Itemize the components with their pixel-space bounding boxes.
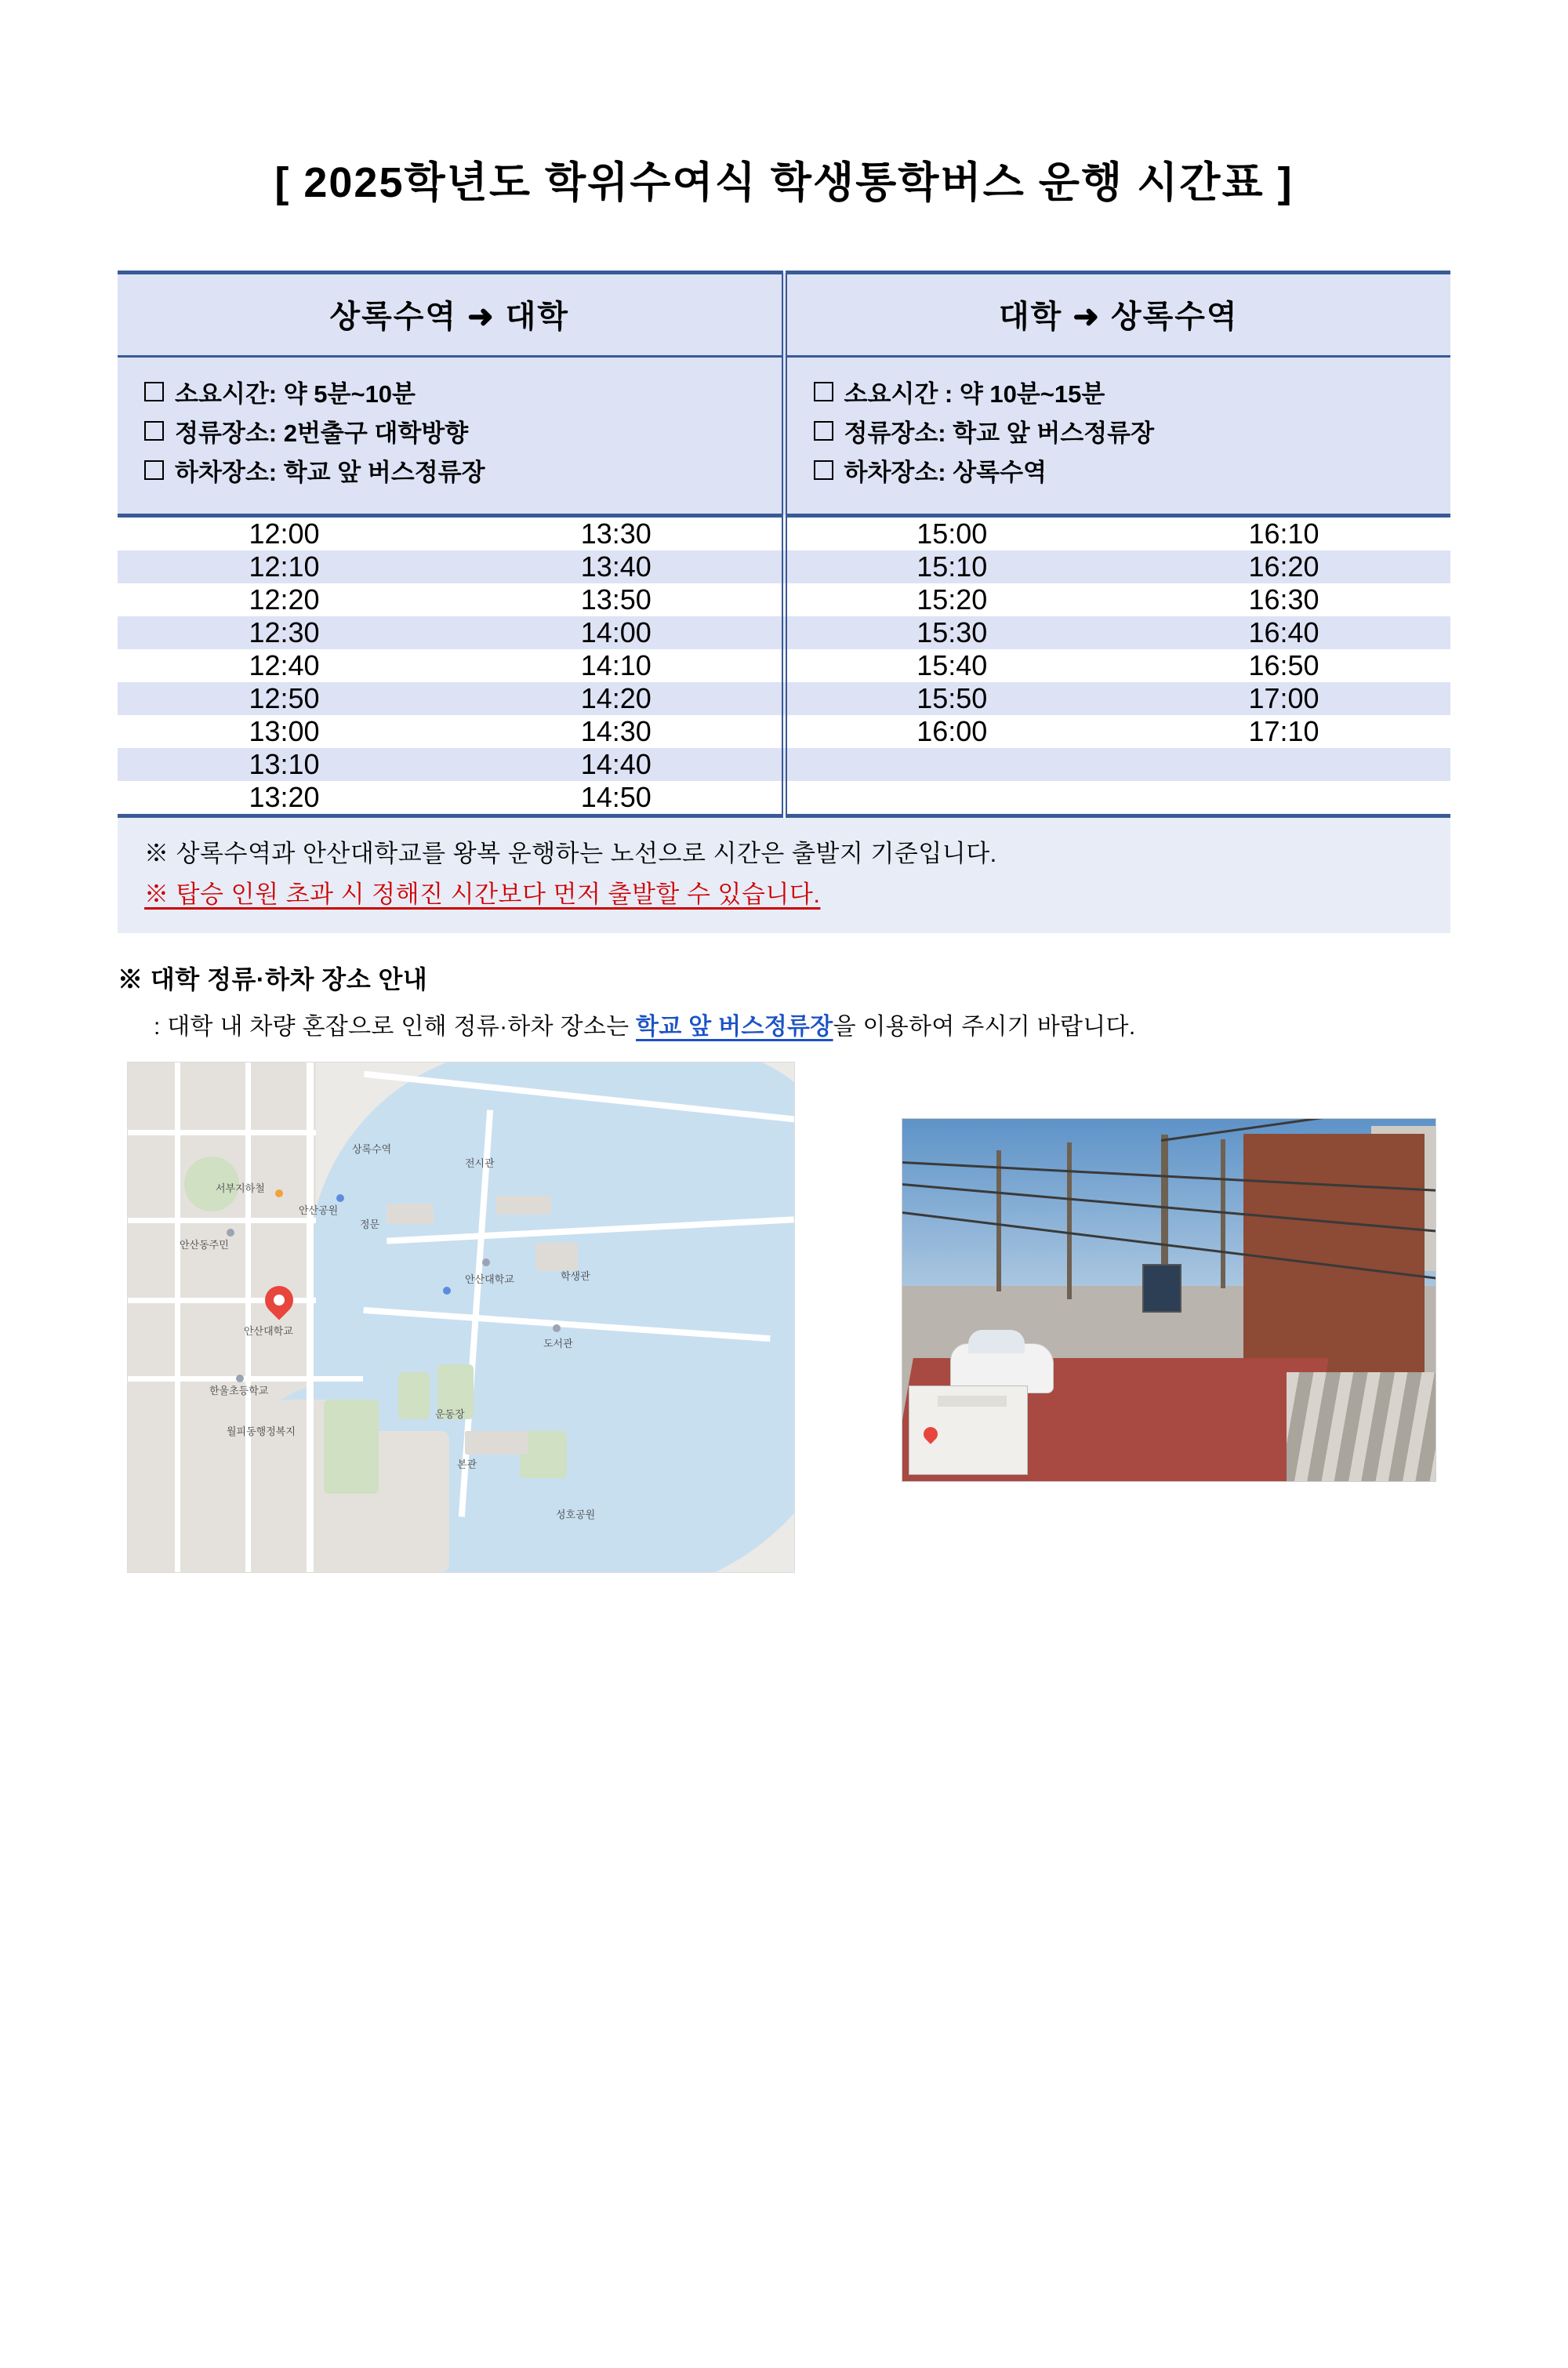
map-label: 성호공원 [556,1509,596,1521]
map-poi-dot [336,1194,344,1202]
map-green-area [324,1400,379,1494]
map-building [496,1196,551,1215]
time-cell: 16:30 [1117,583,1450,616]
table-row [118,781,1450,816]
map-poi-dot [443,1287,451,1295]
table-header-row [118,273,1450,357]
map-building [465,1431,528,1455]
time-cell: 13:30 [451,515,784,550]
table-info-row [118,357,1450,516]
time-cell: 12:40 [118,649,451,682]
map-label: 안산대학교 [244,1325,293,1338]
notes-block [118,818,1450,933]
time-cell: 12:10 [118,550,451,583]
inset-map-pin-icon [920,1424,940,1444]
info-inbound-text-2: 정류장소: 학교 앞 버스정류장 [844,419,1155,448]
info-outbound-text-1: 소요시간: 약 5분~10분 [175,380,416,408]
time-cell: 17:00 [1117,682,1450,715]
info-outbound [118,357,784,516]
map-poi-dot [553,1324,561,1332]
time-cell [784,748,1117,781]
map-label: 안산동주민 [180,1239,229,1251]
campus-map-image [127,1062,795,1573]
guide-block [118,960,1450,1041]
time-cell [1117,781,1450,816]
info-inbound-line-3 [814,453,1451,492]
map-label: 월피동행정복지 [227,1426,296,1438]
map-label: 서부지하철 [216,1182,265,1195]
guide-body-after: 을 이용하여 주시기 바랍니다. [833,1014,1136,1041]
time-cell: 13:40 [451,550,784,583]
map-label: 운동장 [435,1408,465,1421]
info-inbound-line-2 [814,414,1451,453]
photo-inset-map [909,1386,1028,1475]
time-cell: 15:20 [784,583,1117,616]
map-poi-dot [227,1229,234,1237]
note-line-1: ※ 상록수역과 안산대학교를 왕복 운행하는 노선으로 시간은 출발지 기준입니다. [144,839,997,867]
page-title: [ 2025학년도 학위수여식 학생통학버스 운행 시간표 ] [274,159,1294,206]
photo-crosswalk [1287,1372,1436,1481]
map-poi-dot [482,1258,490,1266]
map-label: 전시관 [465,1157,495,1170]
photo-tree [1067,1142,1072,1299]
checkbox-icon [144,382,164,401]
time-cell: 16:20 [1117,550,1450,583]
map-label: 안산대학교 [465,1273,514,1286]
checkbox-icon [814,460,833,480]
time-cell: 15:10 [784,550,1117,583]
map-poi-dot [236,1375,244,1382]
time-cell: 15:50 [784,682,1117,715]
info-outbound-text-2: 정류장소: 2번출구 대학방향 [175,419,469,448]
map-label: 안산공원 [299,1204,339,1217]
time-cell: 12:30 [118,616,451,649]
time-cell: 15:30 [784,616,1117,649]
time-cell: 12:00 [118,515,451,550]
table-row [118,583,1450,616]
checkbox-icon [814,421,833,441]
map-road [128,1130,316,1135]
time-cell: 15:00 [784,515,1117,550]
guide-title: ※ 대학 정류·하차 장소 안내 [118,965,428,994]
map-building [387,1204,434,1224]
table-row [118,515,1450,550]
map-road [307,1062,314,1572]
info-inbound-line-1 [814,375,1451,414]
note-line-2: ※ 탑승 인원 초과 시 정해진 시간보다 먼저 출발할 수 있습니다. [144,881,821,909]
table-row [118,715,1450,748]
map-building [535,1243,578,1271]
table-row [118,550,1450,583]
map-road [128,1218,316,1223]
map-label: 도서관 [543,1338,573,1350]
info-inbound [784,357,1450,516]
map-label: 상록수역 [352,1143,392,1156]
checkbox-icon [814,382,833,401]
guide-body [118,1007,1450,1041]
time-cell: 14:10 [451,649,784,682]
inset-map-bar [938,1396,1007,1407]
images-row [118,1062,1450,1579]
table-row [118,682,1450,715]
photo-bus-stop-sign [1142,1264,1181,1313]
checkbox-icon [144,460,164,480]
time-cell: 16:00 [784,715,1117,748]
time-cell: 16:50 [1117,649,1450,682]
time-cell: 14:20 [451,682,784,715]
table-row [118,748,1450,781]
guide-body-before: : 대학 내 차량 혼잡으로 인해 정류·하차 장소는 [154,1014,637,1041]
map-label: 본관 [457,1458,477,1471]
photo-tree [996,1150,1001,1291]
table-row [118,649,1450,682]
time-cell [784,781,1117,816]
time-cell: 14:40 [451,748,784,781]
time-cell: 13:50 [451,583,784,616]
time-cell: 17:10 [1117,715,1450,748]
map-road [245,1062,251,1572]
map-road [175,1062,180,1572]
map-label: 학생관 [561,1270,590,1283]
guide-link: 학교 앞 버스정류장 [636,1014,833,1041]
map-label: 정문 [360,1219,380,1231]
header-inbound: 대학 ➜ 상록수역 [784,273,1450,357]
map-label: 한울초등학교 [209,1385,269,1397]
checkbox-icon [144,421,164,441]
time-cell: 13:00 [118,715,451,748]
time-cell: 14:30 [451,715,784,748]
time-cell: 14:00 [451,616,784,649]
info-inbound-text-1: 소요시간 : 약 10분~15분 [844,380,1105,408]
time-cell: 12:20 [118,583,451,616]
bus-timetable [118,271,1450,818]
photo-building-brick [1243,1134,1425,1373]
time-cell: 16:10 [1117,515,1450,550]
time-cell: 16:40 [1117,616,1450,649]
bus-stop-photo [902,1118,1436,1482]
info-outbound-text-3: 하차장소: 학교 앞 버스정류장 [175,459,485,487]
document-page [0,149,1568,2368]
info-outbound-line-3 [144,453,782,492]
time-cell [1117,748,1450,781]
time-cell: 15:40 [784,649,1117,682]
info-outbound-line-1 [144,375,782,414]
time-cell: 12:50 [118,682,451,715]
map-green-area [398,1372,430,1419]
table-row [118,616,1450,649]
info-outbound-line-2 [144,414,782,453]
info-inbound-text-3: 하차장소: 상록수역 [844,459,1047,487]
time-cell: 14:50 [451,781,784,816]
header-outbound: 상록수역 ➜ 대학 [118,273,784,357]
time-cell: 13:10 [118,748,451,781]
time-cell: 13:20 [118,781,451,816]
map-poi-dot [275,1189,283,1197]
